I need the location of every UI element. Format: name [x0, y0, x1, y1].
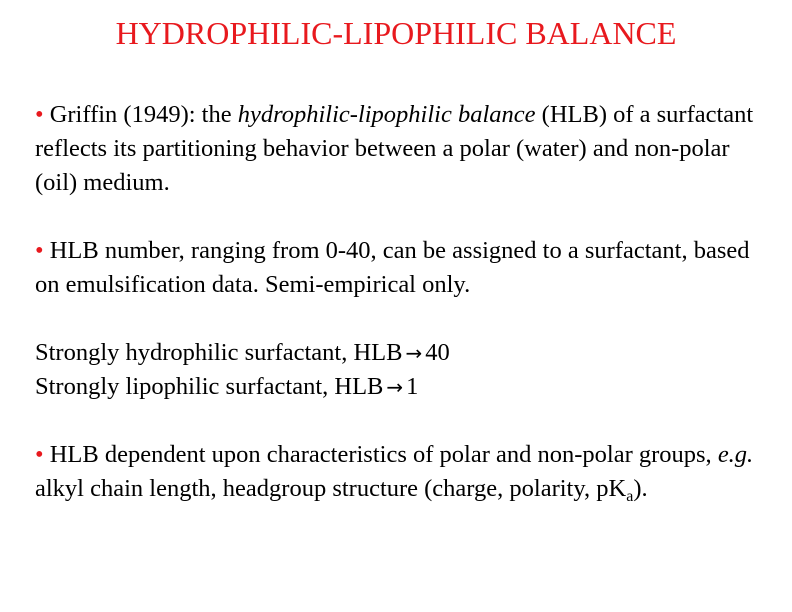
arrow-right-icon: → [405, 341, 423, 365]
lipophilic-label: Strongly lipophilic surfactant, HLB [35, 373, 384, 400]
bullet-icon: • [35, 101, 44, 128]
hlb-term-italic: hydrophilic-lipophilic balance [237, 101, 536, 128]
hydrophilic-value: 40 [425, 339, 450, 366]
lipophilic-value: 1 [406, 373, 419, 400]
slide-body [35, 98, 775, 506]
spacer [35, 404, 775, 438]
line-lipophilic [35, 370, 775, 404]
dependence-text-end: ). [633, 475, 648, 502]
bullet-icon: • [35, 441, 44, 468]
eg-italic: e.g. [717, 441, 754, 468]
paragraph-griffin [35, 98, 775, 200]
paragraph-hlb-dependence [35, 438, 775, 506]
spacer [35, 200, 775, 234]
griffin-text-end: (HLB) of a surfactant reflects its partitioning behavior between a polar (water) and non-polar (oil) medium. [35, 101, 754, 196]
dependence-text-mid: alkyl chain length, headgroup structure (charge, polarity, pK [35, 475, 627, 502]
page-title: HYDROPHILIC-LIPOPHILIC BALANCE [115, 15, 677, 51]
hlb-number-text: HLB number, ranging from 0-40, can be assigned to a surfactant, based on emulsification data. Semi-empirical only. [35, 237, 750, 298]
dependence-text-start: HLB dependent upon characteristics of polar and non-polar groups, [49, 441, 718, 468]
pka-subscript: a [626, 488, 634, 505]
bullet-icon: • [35, 237, 44, 264]
griffin-text-start: Griffin (1949): the [49, 101, 238, 128]
line-hydrophilic [35, 336, 775, 370]
paragraph-hlb-number [35, 234, 775, 302]
arrow-right-icon: → [386, 375, 404, 399]
hydrophilic-label: Strongly hydrophilic surfactant, HLB [35, 339, 403, 366]
spacer [35, 302, 775, 336]
